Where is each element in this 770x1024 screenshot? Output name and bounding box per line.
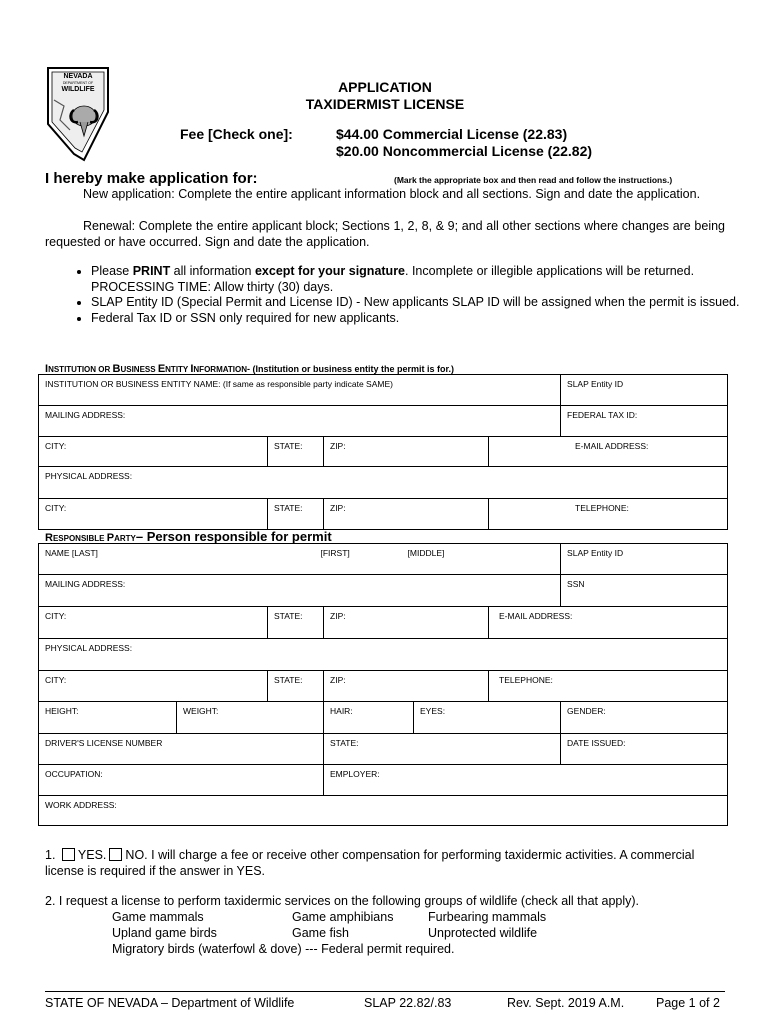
- institution-city2-field[interactable]: CITY:: [39, 499, 268, 530]
- responsible-party-table: [38, 543, 728, 826]
- institution-city-field[interactable]: CITY:: [39, 437, 268, 467]
- footer-form-number: SLAP 22.82/.83: [364, 996, 452, 1010]
- responsible-state-field[interactable]: STATE:: [268, 607, 324, 639]
- option-upland-game-birds[interactable]: Upland game birds: [112, 926, 217, 940]
- first-name-label: [FIRST]: [320, 548, 350, 558]
- institution-section-heading: INSTITUTION OR BUSINESS ENTITY INFORMATION- (Institution or business entity the permit is for.): [45, 363, 455, 375]
- institution-telephone-field[interactable]: TELEPHONE:: [489, 499, 728, 530]
- responsible-zip-field[interactable]: ZIP:: [324, 607, 489, 639]
- option-game-mammals[interactable]: Game mammals: [112, 910, 204, 924]
- occupation-field[interactable]: OCCUPATION:: [39, 765, 324, 796]
- instruction-slap-id: • SLAP Entity ID (Special Permit and License ID) - New applicants SLAP ID will be assigned when the permit is issued.: [91, 295, 770, 311]
- no-checkbox[interactable]: [109, 848, 122, 861]
- fee-option-noncommercial[interactable]: $20.00 Noncommercial License (22.82): [336, 143, 593, 159]
- institution-slap-id-field[interactable]: SLAP Entity ID: [561, 375, 728, 406]
- responsible-city-field[interactable]: CITY:: [39, 607, 268, 639]
- mark-box-note: (Mark the appropriate box and then read and follow the instructions.): [394, 175, 673, 185]
- instruction-print: • Please PRINT all information except for your signature. Incomplete or illegible applications will be returned. PROCESSING TIME: Allow thirty (30) days.: [91, 264, 770, 295]
- form-subtitle: TAXIDERMIST LICENSE: [305, 96, 465, 112]
- logo-line3: WILDLIFE: [61, 86, 95, 93]
- responsible-email-field[interactable]: E-MAIL ADDRESS:: [489, 607, 728, 639]
- new-application-label: New application: Complete the entire applicant information block and all sections. Sign and date the application.: [83, 187, 701, 201]
- drivers-license-field[interactable]: DRIVER'S LICENSE NUMBER: [39, 734, 324, 765]
- instruction-tax-id: • Federal Tax ID or SSN only required for new applicants.: [91, 311, 770, 327]
- renewal-text[interactable]: [45, 219, 725, 250]
- logo-line2: DEPARTMENT OF: [62, 81, 94, 85]
- new-application-text[interactable]: [45, 187, 725, 203]
- logo-line1: NEVADA: [63, 73, 93, 80]
- responsible-slap-id-field[interactable]: SLAP Entity ID: [561, 544, 728, 575]
- option-furbearing-mammals[interactable]: Furbearing mammals: [428, 910, 547, 924]
- institution-state2-field[interactable]: STATE:: [268, 499, 324, 530]
- responsible-city2-field[interactable]: CITY:: [39, 671, 268, 702]
- renewal-label: Renewal: Complete the entire applicant block; Sections 1, 2, 8, & 9; and all other sections where changes are being requested or have occurred. Sign and date the application.: [45, 219, 725, 249]
- option-game-fish[interactable]: Game fish: [292, 926, 349, 940]
- height-field[interactable]: HEIGHT:: [39, 702, 177, 734]
- work-address-field[interactable]: WORK ADDRESS:: [39, 796, 728, 826]
- option-unprotected-wildlife[interactable]: Unprotected wildlife: [428, 926, 538, 940]
- instruction-list: [45, 264, 770, 326]
- hair-field[interactable]: HAIR:: [324, 702, 414, 734]
- responsible-telephone-field[interactable]: TELEPHONE:: [489, 671, 728, 702]
- responsible-state2-field[interactable]: STATE:: [268, 671, 324, 702]
- responsible-party-heading: RESPONSIBLE PARTY– Person responsible for permit: [45, 529, 332, 544]
- institution-email-field[interactable]: E-MAIL ADDRESS:: [489, 437, 728, 467]
- institution-zip2-field[interactable]: ZIP:: [324, 499, 489, 530]
- institution-table: [38, 374, 728, 530]
- institution-physical-address-field[interactable]: PHYSICAL ADDRESS:: [39, 467, 728, 499]
- institution-zip-field[interactable]: ZIP:: [324, 437, 489, 467]
- employer-field[interactable]: EMPLOYER:: [324, 765, 728, 796]
- gender-field[interactable]: GENDER:: [561, 702, 728, 734]
- fee-label: Fee [Check one]:: [180, 126, 293, 142]
- dl-state-field[interactable]: STATE:: [324, 734, 561, 765]
- responsible-zip2-field[interactable]: ZIP:: [324, 671, 489, 702]
- ssn-field[interactable]: SSN: [561, 575, 728, 607]
- institution-federal-tax-id-field[interactable]: FEDERAL TAX ID:: [561, 406, 728, 437]
- weight-field[interactable]: WEIGHT:: [177, 702, 324, 734]
- institution-mailing-address-field[interactable]: MAILING ADDRESS:: [39, 406, 561, 437]
- form-title: APPLICATION: [338, 79, 432, 95]
- middle-name-field[interactable]: [MIDDLE]: [324, 544, 561, 575]
- responsible-physical-address-field[interactable]: PHYSICAL ADDRESS:: [39, 639, 728, 671]
- option-game-amphibians[interactable]: Game amphibians: [292, 910, 394, 924]
- footer-page-number: Page 1 of 2: [656, 996, 720, 1010]
- last-name-field[interactable]: NAME [LAST] [FIRST]: [39, 544, 324, 575]
- question-2: 2. I request a license to perform taxidermic services on the following groups of wildlife (check all that apply).: [45, 894, 640, 908]
- footer-agency: STATE OF NEVADA – Department of Wildlife: [45, 996, 295, 1010]
- application-for-heading: I hereby make application for:: [45, 170, 258, 187]
- institution-state-field[interactable]: STATE:: [268, 437, 324, 467]
- eyes-field[interactable]: EYES:: [414, 702, 561, 734]
- question-1: 1. YES. NO. I will charge a fee or receive other compensation for performing taxidermic activities. A commercial license is required if the answer in YES.: [45, 848, 695, 878]
- fee-option-commercial[interactable]: $44.00 Commercial License (22.83): [336, 126, 568, 142]
- yes-checkbox[interactable]: [62, 848, 75, 861]
- institution-name-field[interactable]: INSTITUTION OR BUSINESS ENTITY NAME: (If same as responsible party indicate SAME): [39, 375, 561, 406]
- option-migratory-birds[interactable]: Migratory birds (waterfowl & dove) --- Federal permit required.: [112, 942, 455, 956]
- date-issued-field[interactable]: DATE ISSUED:: [561, 734, 728, 765]
- responsible-mailing-address-field[interactable]: MAILING ADDRESS:: [39, 575, 561, 607]
- footer-revision: Rev. Sept. 2019 A.M.: [507, 996, 625, 1010]
- footer-divider: [45, 991, 725, 992]
- nevada-wildlife-logo: [44, 64, 112, 164]
